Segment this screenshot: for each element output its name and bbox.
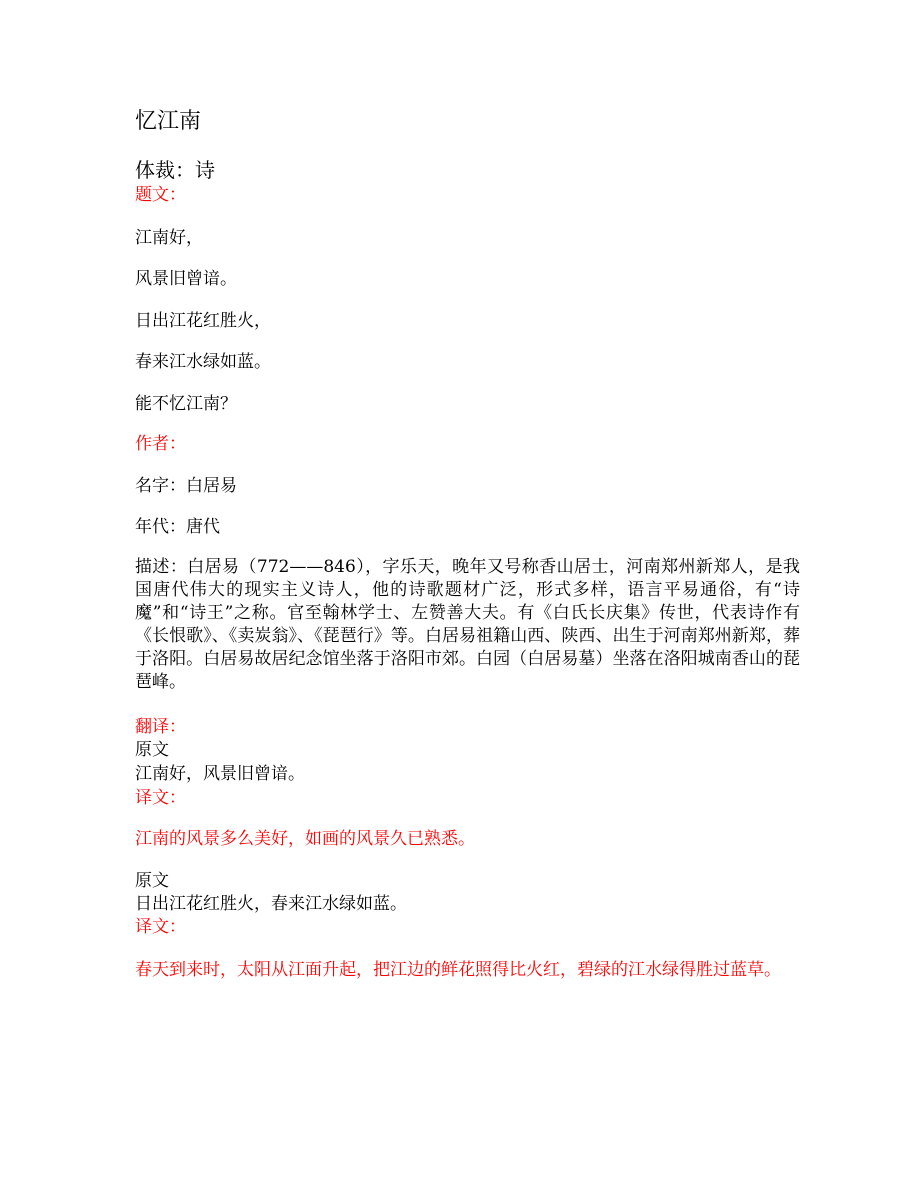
author-description: 描述：白居易（772——846），字乐天，晚年又号称香山居士，河南郑州新郑人，是我国唐代伟大的现实主义诗人，他的诗歌题材广泛，形式多样，语言平易通俗，有“诗魔”和“诗王”之称。官至翰林学士、左赞善大夫。有《白氏长庆集》传世，代表诗作有《长恨歌》、《卖炭翁》、《琵琶行》等。白居易祖籍山西、陕西、出生于河南郑州新郑，葬于洛阳。白居易故居纪念馆坐落于洛阳市郊。白园（白居易墓）坐落在洛阳城南香山的琵琶峰。 [135,557,800,692]
original-text: 江南好，风景旧曾谙。 [135,764,305,784]
poem-label: 题文： [135,185,186,205]
translation-text: 春天到来时，太阳从江面升起，把江边的鲜花照得比火红，碧绿的江水绿得胜过蓝草。 [135,960,781,980]
document-title: 忆江南 [135,109,202,134]
translation-text: 江南的风景多么美好，如画的风景久已熟悉。 [135,829,475,849]
author-name: 名字：白居易 [135,476,237,496]
poem-line: 日出江花红胜火， [135,311,271,331]
original-label: 原文 [135,740,169,760]
poem-line: 春来江水绿如蓝。 [135,352,271,372]
author-era: 年代：唐代 [135,517,220,537]
genre-line: 体裁：诗 [135,158,215,182]
original-label: 原文 [135,871,169,891]
translation-label: 翻译： [135,717,186,737]
original-text: 日出江花红胜火，春来江水绿如蓝。 [135,894,407,914]
translation-text-label: 译文： [135,788,186,808]
poem-line: 江南好， [135,228,203,248]
poem-line: 能不忆江南？ [135,394,237,414]
author-label: 作者： [135,434,186,454]
poem-line: 风景旧曾谙。 [135,269,237,289]
translation-text-label: 译文： [135,917,186,937]
